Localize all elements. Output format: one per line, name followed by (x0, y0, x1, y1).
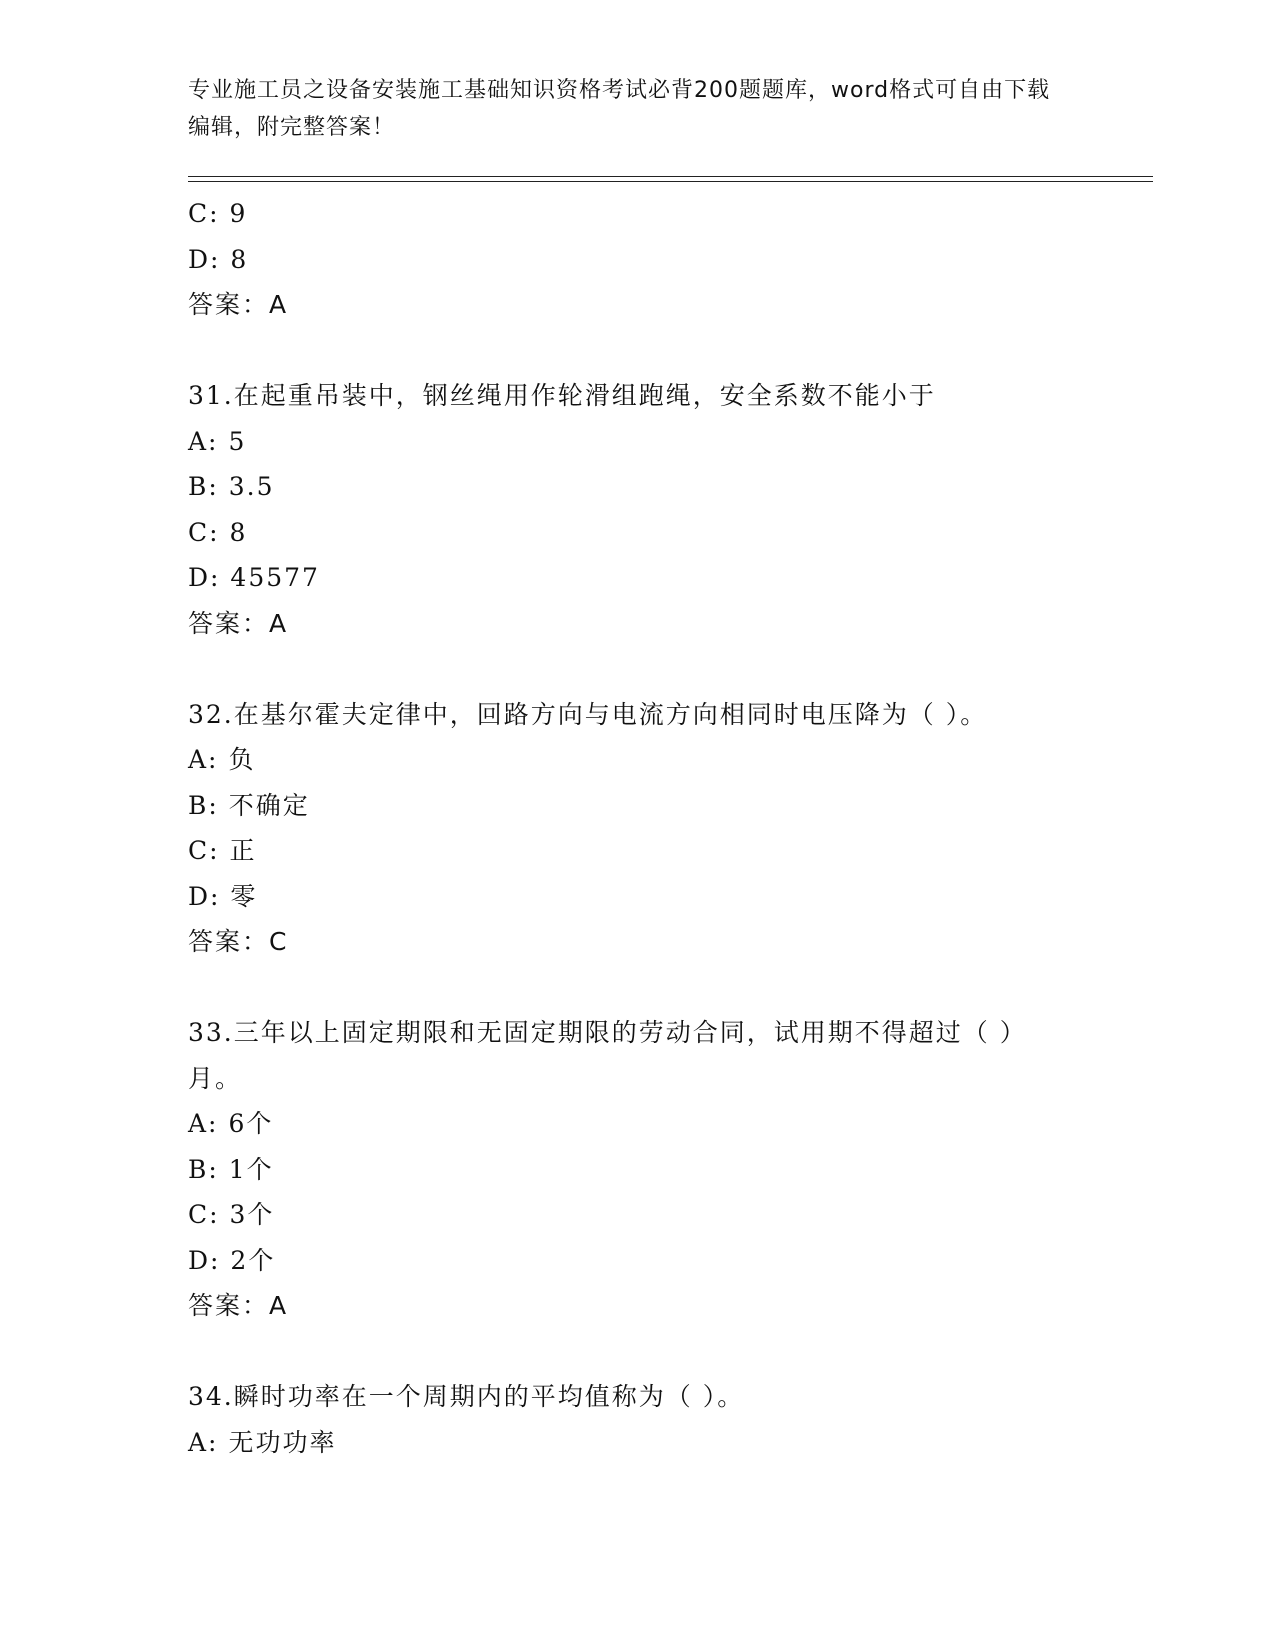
option-key: A: (188, 426, 219, 456)
option-text: 45577 (230, 563, 320, 592)
option-key: D: (188, 244, 221, 274)
option-key: C: (188, 517, 220, 547)
option-d (188, 555, 1068, 601)
question-stem: 32.在基尔霍夫定律中，回路方向与电流方向相同时电压降为（ ）。 (188, 699, 988, 729)
option-c (188, 1192, 1068, 1238)
header-divider-top (188, 176, 1153, 177)
answer-line: 答案：A (188, 608, 289, 638)
option-d (188, 1238, 1068, 1284)
option-a (188, 1420, 1068, 1466)
option-text: 零 (230, 881, 258, 911)
option-key: B: (188, 472, 219, 501)
option-text: 正 (229, 836, 257, 865)
option-key: C: (188, 836, 220, 865)
option-text: 1个 (228, 1154, 274, 1184)
option-key: A: (188, 1427, 219, 1457)
document-title: 专业施工员之设备安装施工基础知识资格考试必背200题题库，word格式可自由下载编辑，附完整答案！ (188, 78, 1051, 140)
answer-line: 答案：A (188, 1291, 289, 1320)
spacer (188, 1329, 1068, 1375)
header-divider-bottom (188, 181, 1153, 182)
option-a (188, 1101, 1068, 1147)
option-text: 3.5 (228, 472, 275, 501)
option-key: D: (188, 1245, 221, 1275)
option-b (188, 464, 1068, 510)
option-a (188, 737, 1068, 783)
option-text: 8 (229, 517, 248, 547)
option-key: C: (188, 199, 220, 228)
option-key: B: (188, 790, 219, 820)
option-c (188, 828, 1068, 874)
answer-line: 答案：C (188, 927, 289, 956)
option-c (188, 191, 1068, 237)
option-c (188, 510, 1068, 556)
document-header (188, 72, 1068, 146)
spacer (188, 328, 1068, 374)
option-text: 8 (230, 244, 249, 274)
option-text: 9 (229, 199, 248, 228)
option-b (188, 783, 1068, 829)
option-b (188, 1147, 1068, 1193)
option-text: 2个 (230, 1245, 276, 1275)
option-text: 3个 (229, 1200, 275, 1229)
question-stem: 33.三年以上固定期限和无固定期限的劳动合同，试用期不得超过（ ）月。 (188, 1018, 1015, 1093)
option-a (188, 419, 1068, 465)
option-text: 无功功率 (228, 1427, 337, 1457)
option-text: 负 (228, 745, 256, 774)
spacer (188, 646, 1068, 692)
option-key: A: (188, 1109, 219, 1138)
option-key: D: (188, 881, 221, 911)
spacer (188, 965, 1068, 1011)
option-key: B: (188, 1154, 219, 1184)
question-stem: 34.瞬时功率在一个周期内的平均值称为（ ）。 (188, 1382, 745, 1411)
answer-line: 答案：A (188, 290, 289, 319)
option-d (188, 237, 1068, 283)
option-key: C: (188, 1200, 220, 1229)
option-key: D: (188, 563, 221, 592)
option-text: 5 (228, 426, 247, 456)
option-text: 不确定 (228, 790, 310, 820)
option-d (188, 874, 1068, 920)
option-text: 6个 (228, 1109, 274, 1138)
question-stem: 31.在起重吊装中，钢丝绳用作轮滑组跑绳，安全系数不能小于 (188, 381, 936, 410)
question-list (188, 191, 1068, 1465)
option-key: A: (188, 745, 219, 774)
